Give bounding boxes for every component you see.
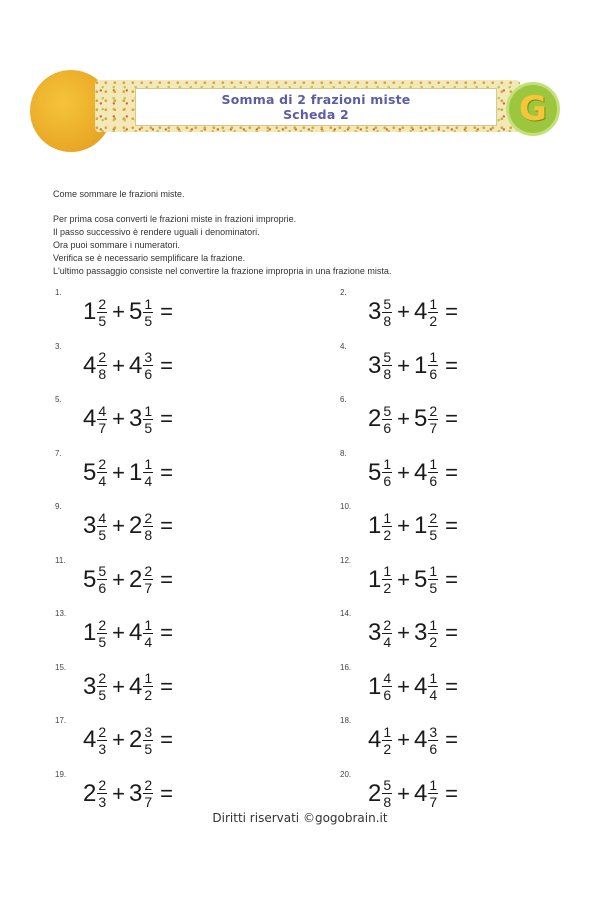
whole-part: 3 xyxy=(414,619,428,646)
plus-sign: + xyxy=(112,780,126,806)
equals-sign: = xyxy=(445,352,459,378)
whole-part: 3 xyxy=(129,405,143,432)
mixed-fraction-sum xyxy=(83,720,173,760)
equals-sign: = xyxy=(445,299,459,324)
plus-sign: + xyxy=(112,727,126,752)
numerator: 1 xyxy=(144,456,153,472)
fraction xyxy=(143,671,153,702)
whole-part: 2 xyxy=(368,405,382,432)
whole-part: 2 xyxy=(83,779,97,807)
exercise-item xyxy=(340,393,575,447)
fraction xyxy=(143,457,153,488)
plus-sign: + xyxy=(112,406,126,431)
denominator: 5 xyxy=(144,419,153,436)
whole-part: 4 xyxy=(129,619,143,646)
fraction xyxy=(143,725,153,756)
whole-part: 1 xyxy=(83,298,97,325)
exercise-number: 6. xyxy=(340,395,347,404)
mixed-fraction-sum xyxy=(368,292,458,332)
numerator: 1 xyxy=(383,456,392,472)
whole-part: 5 xyxy=(129,298,143,325)
whole-part: 5 xyxy=(368,458,382,486)
plus-sign: + xyxy=(112,352,126,378)
denominator: 7 xyxy=(98,419,107,436)
whole-part: 4 xyxy=(414,672,428,700)
denominator: 3 xyxy=(98,794,107,810)
whole-part: 5 xyxy=(414,565,428,593)
denominator: 4 xyxy=(98,473,107,489)
whole-part: 4 xyxy=(83,726,97,753)
numerator: 2 xyxy=(144,563,153,579)
equals-sign: = xyxy=(445,406,459,431)
denominator: 8 xyxy=(383,366,392,382)
denominator: 5 xyxy=(98,312,107,329)
whole-part: 1 xyxy=(414,351,428,379)
numerator: 2 xyxy=(383,616,392,633)
numerator: 1 xyxy=(383,509,392,526)
numerator: 1 xyxy=(429,616,438,633)
mixed-fraction-sum xyxy=(368,774,458,814)
plus-sign: + xyxy=(112,673,126,699)
numerator: 2 xyxy=(144,509,153,526)
numerator: 1 xyxy=(429,563,438,579)
denominator: 5 xyxy=(429,580,438,596)
whole-part: 3 xyxy=(368,298,382,325)
instruction-step: Per prima cosa converti le frazioni miste in frazioni improprie. xyxy=(53,214,297,224)
mixed-fraction-sum xyxy=(83,560,173,600)
denominator: 7 xyxy=(429,419,438,436)
denominator: 5 xyxy=(98,526,107,543)
mixed-fraction-sum xyxy=(83,613,173,653)
whole-part: 1 xyxy=(129,458,143,486)
fraction xyxy=(382,725,392,756)
exercise-number: 8. xyxy=(340,448,347,458)
fraction xyxy=(428,671,438,702)
exercise-item xyxy=(55,447,340,501)
denominator: 5 xyxy=(98,633,107,650)
mixed-fraction-sum xyxy=(368,720,458,760)
mixed-fraction-sum xyxy=(83,399,173,439)
mixed-fraction-sum xyxy=(83,774,173,814)
denominator: 4 xyxy=(144,473,153,489)
plus-sign: + xyxy=(397,299,411,324)
exercise-grid xyxy=(55,286,575,821)
whole-part: 5 xyxy=(414,405,428,432)
denominator: 2 xyxy=(429,312,438,329)
fraction xyxy=(428,404,438,435)
denominator: 7 xyxy=(429,794,438,810)
fraction xyxy=(143,350,153,381)
fraction xyxy=(428,350,438,381)
exercise-number: 12. xyxy=(340,555,352,565)
fraction xyxy=(143,564,153,595)
fraction xyxy=(382,404,392,435)
plus-sign: + xyxy=(112,299,126,324)
fraction xyxy=(97,725,107,756)
denominator: 6 xyxy=(383,419,392,436)
fraction xyxy=(382,564,392,595)
exercise-item xyxy=(340,447,575,501)
whole-part: 2 xyxy=(129,726,143,753)
mixed-fraction-sum xyxy=(368,346,458,386)
exercise-item xyxy=(340,714,575,768)
whole-part: 3 xyxy=(83,672,97,700)
denominator: 6 xyxy=(98,580,107,596)
whole-part: 3 xyxy=(368,351,382,379)
numerator: 5 xyxy=(383,777,392,793)
mixed-fraction-sum xyxy=(368,667,458,707)
denominator: 6 xyxy=(429,366,438,382)
plus-sign: + xyxy=(397,566,411,592)
fraction xyxy=(428,511,438,542)
whole-part: 4 xyxy=(368,726,382,753)
mixed-fraction-sum xyxy=(368,506,458,546)
copyright-footer: Diritti riservati ©gogobrain.it xyxy=(212,811,388,825)
fraction xyxy=(382,511,392,542)
denominator: 6 xyxy=(383,687,392,703)
numerator: 1 xyxy=(429,295,438,312)
exercise-item xyxy=(55,500,340,554)
denominator: 8 xyxy=(98,366,107,382)
fraction xyxy=(143,404,153,435)
fraction xyxy=(382,350,392,381)
whole-part: 4 xyxy=(83,351,97,379)
numerator: 2 xyxy=(429,509,438,526)
plus-sign: + xyxy=(397,352,411,378)
exercise-number: 18. xyxy=(340,716,352,725)
exercise-number: 9. xyxy=(55,502,62,511)
numerator: 5 xyxy=(383,349,392,365)
fraction xyxy=(143,778,153,809)
equals-sign: = xyxy=(160,780,174,806)
logo-letter: G xyxy=(519,89,547,129)
denominator: 7 xyxy=(144,794,153,810)
numerator: 1 xyxy=(383,563,392,579)
fraction xyxy=(382,297,392,328)
exercise-number: 3. xyxy=(55,341,62,351)
exercise-item xyxy=(340,286,575,340)
fraction xyxy=(382,457,392,488)
equals-sign: = xyxy=(160,620,174,645)
denominator: 2 xyxy=(429,633,438,650)
equals-sign: = xyxy=(160,513,174,538)
whole-part: 1 xyxy=(368,672,382,700)
instruction-step: L'ultimo passaggio consiste nel convertire la frazione impropria in una frazione mista. xyxy=(53,266,392,277)
numerator: 4 xyxy=(98,509,107,526)
plus-sign: + xyxy=(112,459,126,485)
numerator: 1 xyxy=(144,616,153,633)
equals-sign: = xyxy=(160,352,174,378)
whole-part: 1 xyxy=(83,619,97,646)
equals-sign: = xyxy=(445,620,459,645)
fraction xyxy=(143,618,153,649)
exercise-item xyxy=(55,340,340,394)
denominator: 2 xyxy=(383,740,392,757)
numerator: 3 xyxy=(144,349,153,365)
exercise-item xyxy=(340,607,575,661)
fraction xyxy=(382,618,392,649)
plus-sign: + xyxy=(397,406,411,431)
plus-sign: + xyxy=(112,513,126,538)
fraction xyxy=(382,671,392,702)
whole-part: 3 xyxy=(368,619,382,646)
exercise-number: 14. xyxy=(340,609,352,618)
plus-sign: + xyxy=(112,566,126,592)
fraction xyxy=(428,564,438,595)
plus-sign: + xyxy=(397,780,411,806)
exercise-item xyxy=(55,393,340,447)
whole-part: 5 xyxy=(83,458,97,486)
fraction xyxy=(382,778,392,809)
denominator: 8 xyxy=(383,794,392,810)
fraction xyxy=(97,297,107,328)
numerator: 5 xyxy=(383,295,392,312)
header-title-box xyxy=(135,88,497,126)
denominator: 3 xyxy=(98,740,107,757)
numerator: 1 xyxy=(144,295,153,312)
fraction xyxy=(428,457,438,488)
fraction xyxy=(428,778,438,809)
fraction xyxy=(428,725,438,756)
denominator: 4 xyxy=(429,687,438,703)
equals-sign: = xyxy=(160,727,174,752)
whole-part: 4 xyxy=(414,726,428,753)
equals-sign: = xyxy=(160,299,174,324)
equals-sign: = xyxy=(445,673,459,699)
fraction xyxy=(143,297,153,328)
numerator: 2 xyxy=(98,670,107,686)
numerator: 4 xyxy=(98,402,107,419)
mixed-fraction-sum xyxy=(368,453,458,493)
denominator: 6 xyxy=(429,473,438,489)
exercise-number: 10. xyxy=(340,502,352,511)
exercise-number: 20. xyxy=(340,769,352,779)
plus-sign: + xyxy=(112,620,126,645)
exercise-item xyxy=(55,286,340,340)
exercise-number: 13. xyxy=(55,609,67,618)
fraction xyxy=(428,618,438,649)
equals-sign: = xyxy=(445,459,459,485)
numerator: 1 xyxy=(429,670,438,686)
exercise-number: 2. xyxy=(340,288,347,297)
equals-sign: = xyxy=(160,566,174,592)
exercise-item xyxy=(340,554,575,608)
numerator: 2 xyxy=(429,402,438,419)
denominator: 2 xyxy=(383,526,392,543)
numerator: 4 xyxy=(383,670,392,686)
exercise-item xyxy=(55,554,340,608)
exercise-number: 1. xyxy=(55,288,62,297)
whole-part: 2 xyxy=(129,565,143,593)
numerator: 2 xyxy=(144,777,153,793)
denominator: 5 xyxy=(144,740,153,757)
denominator: 5 xyxy=(429,526,438,543)
mixed-fraction-sum xyxy=(83,453,173,493)
mixed-fraction-sum xyxy=(83,506,173,546)
numerator: 2 xyxy=(98,723,107,740)
equals-sign: = xyxy=(445,727,459,752)
fraction xyxy=(97,778,107,809)
fraction xyxy=(428,297,438,328)
denominator: 7 xyxy=(144,580,153,596)
numerator: 1 xyxy=(429,456,438,472)
denominator: 5 xyxy=(144,312,153,329)
numerator: 2 xyxy=(98,349,107,365)
denominator: 8 xyxy=(144,526,153,543)
whole-part: 3 xyxy=(129,779,143,807)
worksheet-subtitle: Scheda 2 xyxy=(283,107,349,122)
whole-part: 4 xyxy=(414,458,428,486)
equals-sign: = xyxy=(160,673,174,699)
numerator: 3 xyxy=(144,723,153,740)
fraction xyxy=(97,671,107,702)
whole-part: 1 xyxy=(368,512,382,539)
numerator: 1 xyxy=(429,777,438,793)
numerator: 2 xyxy=(98,295,107,312)
plus-sign: + xyxy=(397,459,411,485)
fraction xyxy=(97,404,107,435)
plus-sign: + xyxy=(397,673,411,699)
denominator: 6 xyxy=(383,473,392,489)
fraction xyxy=(97,457,107,488)
whole-part: 1 xyxy=(368,565,382,593)
denominator: 4 xyxy=(383,633,392,650)
fraction xyxy=(143,511,153,542)
exercise-number: 15. xyxy=(55,662,67,672)
mixed-fraction-sum xyxy=(83,292,173,332)
instruction-step: Verifica se è necessario semplificare la frazione. xyxy=(53,253,246,264)
plus-sign: + xyxy=(397,513,411,538)
whole-part: 4 xyxy=(83,405,97,432)
numerator: 3 xyxy=(429,723,438,740)
denominator: 4 xyxy=(144,633,153,650)
exercise-number: 4. xyxy=(340,341,347,351)
exercise-number: 16. xyxy=(340,662,352,672)
whole-part: 4 xyxy=(414,298,428,325)
equals-sign: = xyxy=(445,780,459,806)
exercise-number: 19. xyxy=(55,769,67,779)
fraction xyxy=(97,511,107,542)
numerator: 2 xyxy=(98,456,107,472)
instruction-step: Il passo successivo è rendere uguali i denominatori. xyxy=(53,227,260,238)
instruction-step: Ora puoi sommare i numeratori. xyxy=(53,240,181,251)
fraction xyxy=(97,618,107,649)
mixed-fraction-sum xyxy=(368,560,458,600)
exercise-item xyxy=(55,714,340,768)
exercise-number: 5. xyxy=(55,395,62,404)
mixed-fraction-sum xyxy=(368,613,458,653)
equals-sign: = xyxy=(445,513,459,538)
worksheet-title: Somma di 2 frazioni miste xyxy=(221,92,411,107)
mixed-fraction-sum xyxy=(368,399,458,439)
denominator: 2 xyxy=(144,687,153,703)
mixed-fraction-sum xyxy=(83,667,173,707)
whole-part: 3 xyxy=(83,512,97,539)
whole-part: 2 xyxy=(129,512,143,539)
equals-sign: = xyxy=(160,459,174,485)
exercise-number: 17. xyxy=(55,716,67,725)
exercise-item xyxy=(340,661,575,715)
intro-text: Come sommare le frazioni miste. xyxy=(53,189,185,199)
gogobrain-logo xyxy=(506,82,560,136)
instruction-steps xyxy=(53,213,391,278)
equals-sign: = xyxy=(445,566,459,592)
exercise-item xyxy=(340,340,575,394)
whole-part: 4 xyxy=(129,672,143,700)
numerator: 1 xyxy=(144,402,153,419)
denominator: 5 xyxy=(98,687,107,703)
whole-part: 1 xyxy=(414,512,428,539)
mixed-fraction-sum xyxy=(83,346,173,386)
numerator: 1 xyxy=(144,670,153,686)
exercise-number: 7. xyxy=(55,448,62,458)
denominator: 6 xyxy=(429,740,438,757)
numerator: 1 xyxy=(383,723,392,740)
exercise-item xyxy=(340,500,575,554)
whole-part: 4 xyxy=(129,351,143,379)
fraction xyxy=(97,350,107,381)
numerator: 5 xyxy=(383,402,392,419)
denominator: 6 xyxy=(144,366,153,382)
plus-sign: + xyxy=(397,620,411,645)
exercise-item xyxy=(55,661,340,715)
equals-sign: = xyxy=(160,406,174,431)
plus-sign: + xyxy=(397,727,411,752)
numerator: 5 xyxy=(98,563,107,579)
denominator: 8 xyxy=(383,312,392,329)
denominator: 2 xyxy=(383,580,392,596)
numerator: 2 xyxy=(98,616,107,633)
fraction xyxy=(97,564,107,595)
whole-part: 4 xyxy=(414,779,428,807)
numerator: 2 xyxy=(98,777,107,793)
exercise-item xyxy=(55,607,340,661)
exercise-number: 11. xyxy=(55,555,66,565)
whole-part: 5 xyxy=(83,565,97,593)
numerator: 1 xyxy=(429,349,438,365)
whole-part: 2 xyxy=(368,779,382,807)
